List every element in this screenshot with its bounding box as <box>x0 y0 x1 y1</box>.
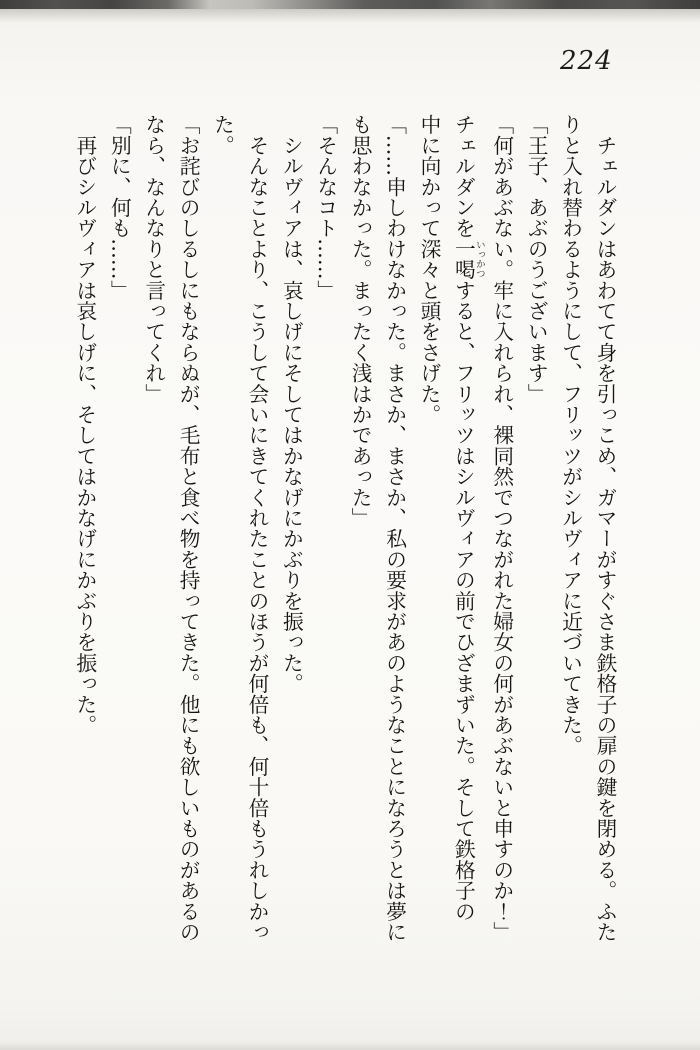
ruby-ikkatsu <box>451 238 485 280</box>
text-line-2: りと入れ替わるようにして、フリッツがシルヴィアに近づいてきた。 <box>558 114 583 756</box>
text-line-12: た。 <box>210 114 235 156</box>
text-line-14: なら、なんなりと言ってくれ」 <box>141 114 166 404</box>
text-line-11: そんなことより、こうして会いにきてくれたことのほうが何倍も、何十倍もうれしかっ <box>244 114 269 942</box>
text-line-9: 「そんなコト……」 <box>313 114 338 301</box>
ruby-base-text: 一喝 <box>451 238 476 280</box>
text-line-13: 「お詫びのしるしにもならぬが、毛布と食べ物を持ってきた。他にも欲しいものがあるの <box>176 114 201 942</box>
text-line-10: シルヴィアは、哀しげにそしてはかなげにかぶりを振った。 <box>279 114 304 694</box>
text-line-6: 中に向かって深々と頭をさげた。 <box>416 114 441 425</box>
ruby-pre-text: チェルダンを <box>451 114 476 239</box>
vertical-text-block <box>68 114 622 952</box>
ruby-post-text: すると、フリッツはシルヴィアの前でひざまずいた。そして鉄格子の <box>451 279 476 922</box>
text-line-3: 「王子、あぶのうございます」 <box>524 114 549 404</box>
text-line-15: 「別に、何も……」 <box>107 114 132 301</box>
ruby-furigana: いっかつ <box>473 238 485 280</box>
text-line-4: 「何があぶない。牢に入れられ、裸同然でつながれた婦女の何があぶないと申すのか！」 <box>489 114 514 942</box>
text-line-16: 再びシルヴィアは哀しげに、そしてはかなげにかぶりを振った。 <box>72 114 97 735</box>
page-number: 224 <box>560 46 613 76</box>
text-line-8: も思わなかった。まったく浅はかであった」 <box>348 114 373 528</box>
scan-artifact-top-edge <box>0 0 700 9</box>
text-line-5 <box>446 114 484 952</box>
text-line-7: 「……申しわけなかった。まさか、まさか、私の要求があのようなことになろうとは夢に <box>382 114 407 942</box>
scan-artifact-bottom-edge <box>0 1042 700 1050</box>
text-line-1: チェルダンはあわてて身を引っこめ、ガマーがすぐさま鉄格子の扉の鍵を閉める。ふた <box>593 114 617 942</box>
